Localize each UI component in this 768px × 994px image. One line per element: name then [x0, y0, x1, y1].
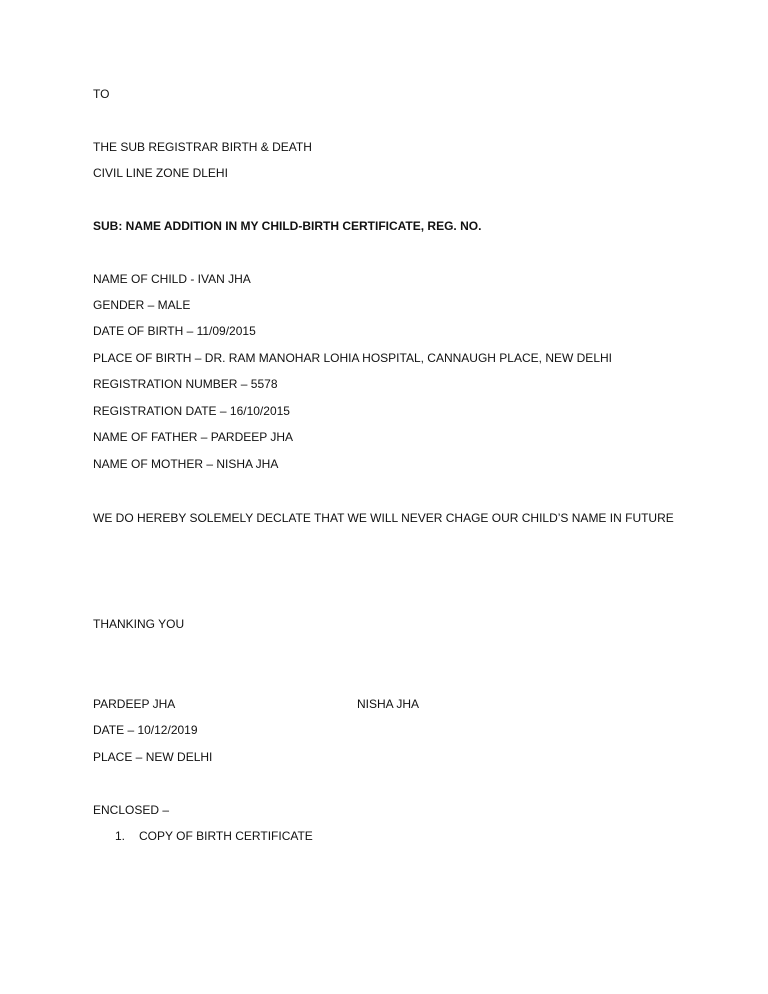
list-item-number: 1. — [115, 829, 126, 843]
signature-mother: NISHA JHA — [357, 697, 420, 711]
declaration-text: WE DO HEREBY SOLEMELY DECLATE THAT WE WILL NEVER CHAGE OUR CHILD’S NAME IN FUTURE — [93, 511, 674, 525]
enclosed-heading: ENCLOSED – — [93, 803, 170, 817]
detail-place-of-birth: PLACE OF BIRTH – DR. RAM MANOHAR LOHIA HOSPITAL, CANNAUGH PLACE, NEW DELHI — [93, 351, 612, 365]
recipient-address: CIVIL LINE ZONE DLEHI — [93, 166, 228, 180]
detail-gender: GENDER – MALE — [93, 298, 191, 312]
signature-father: PARDEEP JHA — [93, 697, 176, 711]
subject-line: SUB: NAME ADDITION IN MY CHILD-BIRTH CERTIFICATE, REG. NO. — [93, 219, 482, 233]
to-label: TO — [93, 87, 110, 101]
detail-mother-name: NAME OF MOTHER – NISHA JHA — [93, 457, 279, 471]
enclosed-list-item — [115, 828, 313, 844]
detail-date-of-birth: DATE OF BIRTH – 11/09/2015 — [93, 324, 256, 338]
detail-registration-number: REGISTRATION NUMBER – 5578 — [93, 377, 278, 391]
detail-father-name: NAME OF FATHER – PARDEEP JHA — [93, 430, 294, 444]
detail-child-name: NAME OF CHILD - IVAN JHA — [93, 272, 251, 286]
letter-place: PLACE – NEW DELHI — [93, 750, 213, 764]
detail-registration-date: REGISTRATION DATE – 16/10/2015 — [93, 404, 290, 418]
recipient-title: THE SUB REGISTRAR BIRTH & DEATH — [93, 140, 312, 154]
list-item-text: COPY OF BIRTH CERTIFICATE — [139, 829, 313, 843]
closing-text: THANKING YOU — [93, 617, 185, 631]
letter-date: DATE – 10/12/2019 — [93, 723, 198, 737]
